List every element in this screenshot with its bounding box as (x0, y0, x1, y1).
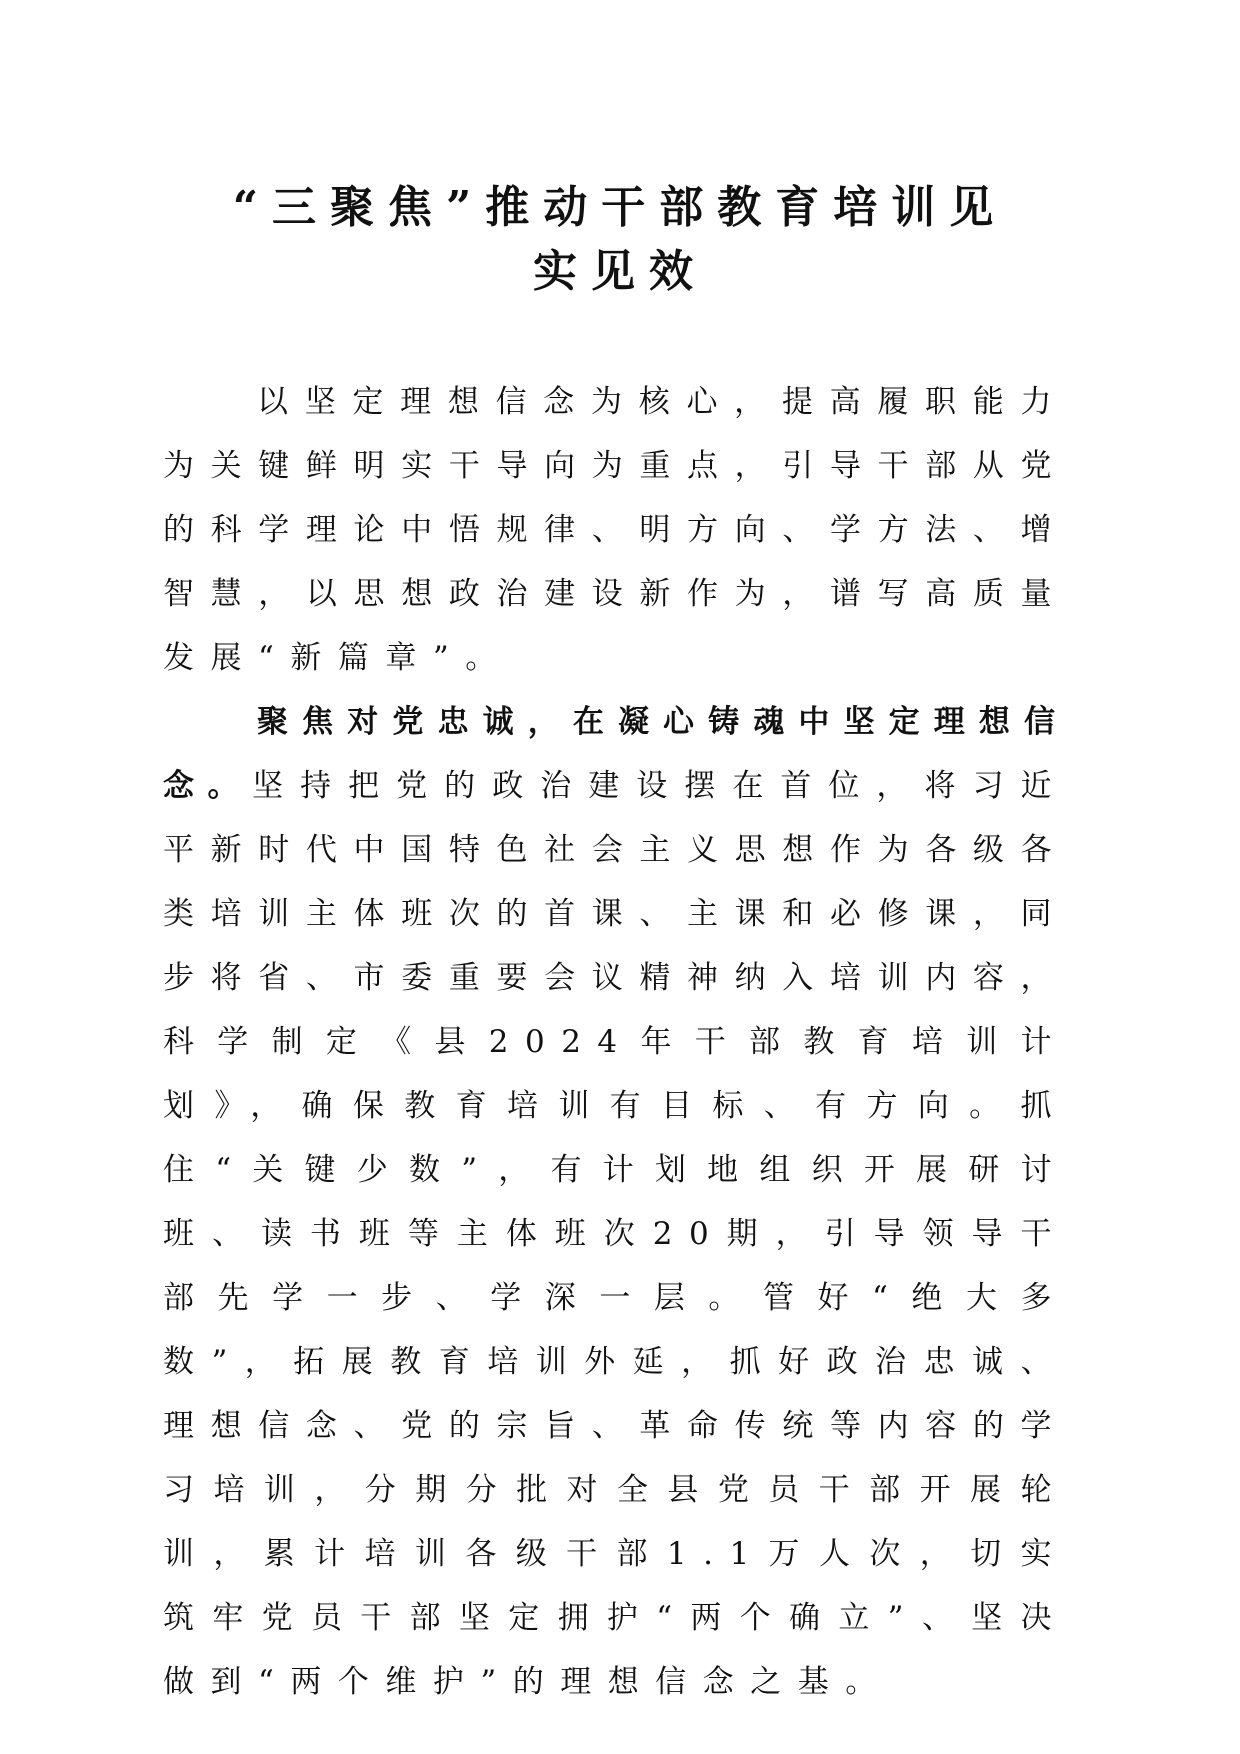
section-1-lead: 聚焦对党忠诚，在凝心铸魂中坚定理想信念。 (163, 704, 1068, 804)
title-line-2: 实见效 (533, 246, 707, 297)
section-1-paragraph (163, 690, 1068, 1714)
section-1-body: 坚持把党的政治建设摆在首位，将习近平新时代中国特色社会主义思想作为各级各类培训主体班次的首课、主课和必修课，同步将省、市委重要会议精神纳入培训内容，科学制定《县2024年干部教育培训计划》，确保教育培训有目标、有方向。抓住“关键少数”，有计划地组织开展研讨班、读书班等主体班次20期，引导领导干部先学一步、学深一层。管好“绝大多数”，拓展教育培训外延，抓好政治忠诚、理想信念、党的宗旨、革命传统等内容的学习培训，分期分批对全县党员干部开展轮训，累计培训各级干部1.1万人次，切实筑牢党员干部坚定拥护“两个确立”、坚决做到“两个维护”的理想信念之基。 (163, 768, 1069, 1700)
intro-paragraph: 以坚定理想信念为核心，提高履职能力为关键鲜明实干导向为重点，引导干部从党的科学理论中悟规律、明方向、学方法、增智慧，以思想政治建设新作为，谱写高质量发展“新篇章”。 (163, 384, 1068, 676)
page-title (200, 176, 1040, 304)
document-body (163, 370, 1068, 1714)
title-line-1: “三聚焦”推动干部教育培训见 (232, 182, 1008, 233)
